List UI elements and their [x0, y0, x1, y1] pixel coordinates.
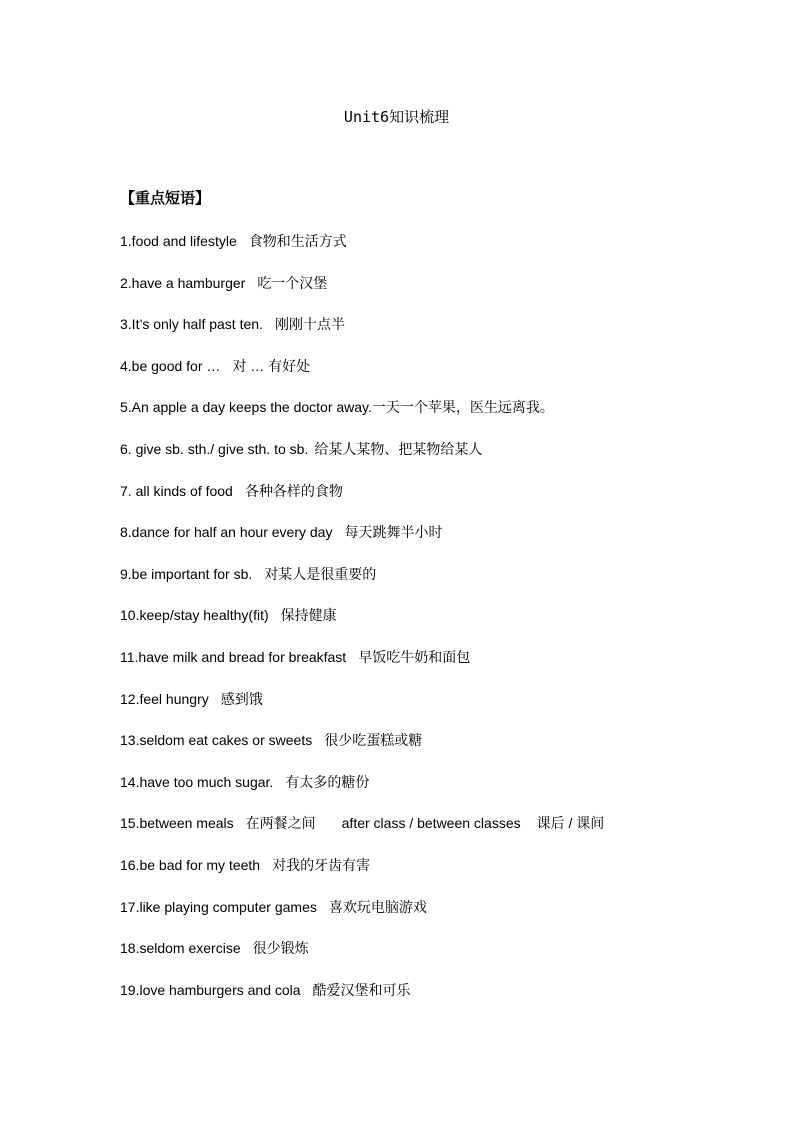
phrase-english: 3.It’s only half past ten.	[120, 316, 263, 333]
phrase-item	[120, 772, 760, 814]
phrase-item	[120, 938, 760, 980]
section-heading: 【重点短语】	[120, 190, 211, 207]
phrase-english: 13.seldom eat cakes or sweets	[120, 732, 313, 749]
phrase-chinese: 很少锻炼	[252, 940, 309, 957]
phrase-list	[120, 231, 760, 1021]
phrase-english: 12.feel hungry	[120, 690, 209, 707]
phrase-chinese: 保持健康	[280, 607, 337, 624]
phrase-chinese: 有太多的糖份	[285, 773, 370, 790]
phrase-item	[120, 273, 760, 315]
phrase-item	[120, 314, 760, 356]
phrase-english: 2.have a hamburger	[120, 274, 246, 291]
phrase-chinese: 喜欢玩电脑游戏	[328, 898, 427, 915]
phrase-chinese: 早饭吃牛奶和面包	[358, 648, 471, 665]
phrase-chinese: 对某人是很重要的	[264, 565, 377, 582]
phrase-english: 8.dance for half an hour every day	[120, 524, 333, 541]
phrase-chinese: 给某人某物、把某物给某人	[314, 440, 483, 457]
phrase-english: 15.between meals	[120, 815, 234, 832]
phrase-english: 16.be bad for my teeth	[120, 856, 261, 873]
phrase-english: 9.be important for sb.	[120, 565, 253, 582]
phrase-chinese: 在两餐之间	[245, 815, 316, 832]
phrase-chinese: 一天一个苹果，医生远离我。	[371, 399, 554, 416]
phrase-chinese: 吃一个汉堡	[257, 274, 328, 291]
phrase-english: 4.be good for …	[120, 357, 221, 374]
phrase-item	[120, 522, 760, 564]
phrase-english: 19.love hamburgers and cola	[120, 981, 301, 998]
phrase-item	[120, 647, 760, 689]
phrase-item	[120, 855, 760, 897]
phrase-english: 17.like playing computer games	[120, 898, 317, 915]
phrase-chinese: 感到饿	[220, 690, 263, 707]
phrase-item	[120, 439, 760, 481]
phrase-english: 1.food and lifestyle	[120, 233, 237, 249]
phrase-item	[120, 730, 760, 772]
phrase-item	[120, 689, 760, 731]
phrase-english: 7. all kinds of food	[120, 482, 233, 499]
phrase-chinese: 很少吃蛋糕或糖	[324, 732, 423, 749]
phrase-english: 10.keep/stay healthy(fit)	[120, 607, 269, 624]
phrase-item	[120, 897, 760, 939]
phrase-chinese-secondary: 课后 / 课间	[536, 815, 605, 832]
phrase-english: 18.seldom exercise	[120, 940, 241, 957]
phrase-english: 14.have too much sugar.	[120, 773, 274, 790]
phrase-english: 5.An apple a day keeps the doctor away.	[120, 399, 372, 416]
phrase-english-secondary: after class / between classes	[341, 815, 521, 832]
phrase-chinese: 对 … 有好处	[232, 357, 311, 374]
phrase-item	[120, 231, 760, 273]
phrase-item	[120, 564, 760, 606]
phrase-chinese: 食物和生活方式	[248, 233, 347, 249]
document-title: Unit6知识梳理	[343, 108, 450, 126]
phrase-chinese: 对我的牙齿有害	[272, 856, 371, 873]
phrase-english: 11.have milk and bread for breakfast	[120, 648, 347, 665]
phrase-item	[120, 605, 760, 647]
phrase-chinese: 每天跳舞半小时	[344, 524, 443, 541]
phrase-item	[120, 813, 760, 855]
phrase-item	[120, 980, 760, 1022]
phrase-chinese: 刚刚十点半	[274, 316, 345, 333]
phrase-chinese: 各种各样的食物	[244, 482, 343, 499]
phrase-item	[120, 481, 760, 523]
phrase-item	[120, 397, 760, 439]
phrase-chinese: 酷爱汉堡和可乐	[312, 981, 411, 998]
phrase-english: 6. give sb. sth./ give sth. to sb.	[120, 440, 309, 457]
phrase-item	[120, 356, 760, 398]
